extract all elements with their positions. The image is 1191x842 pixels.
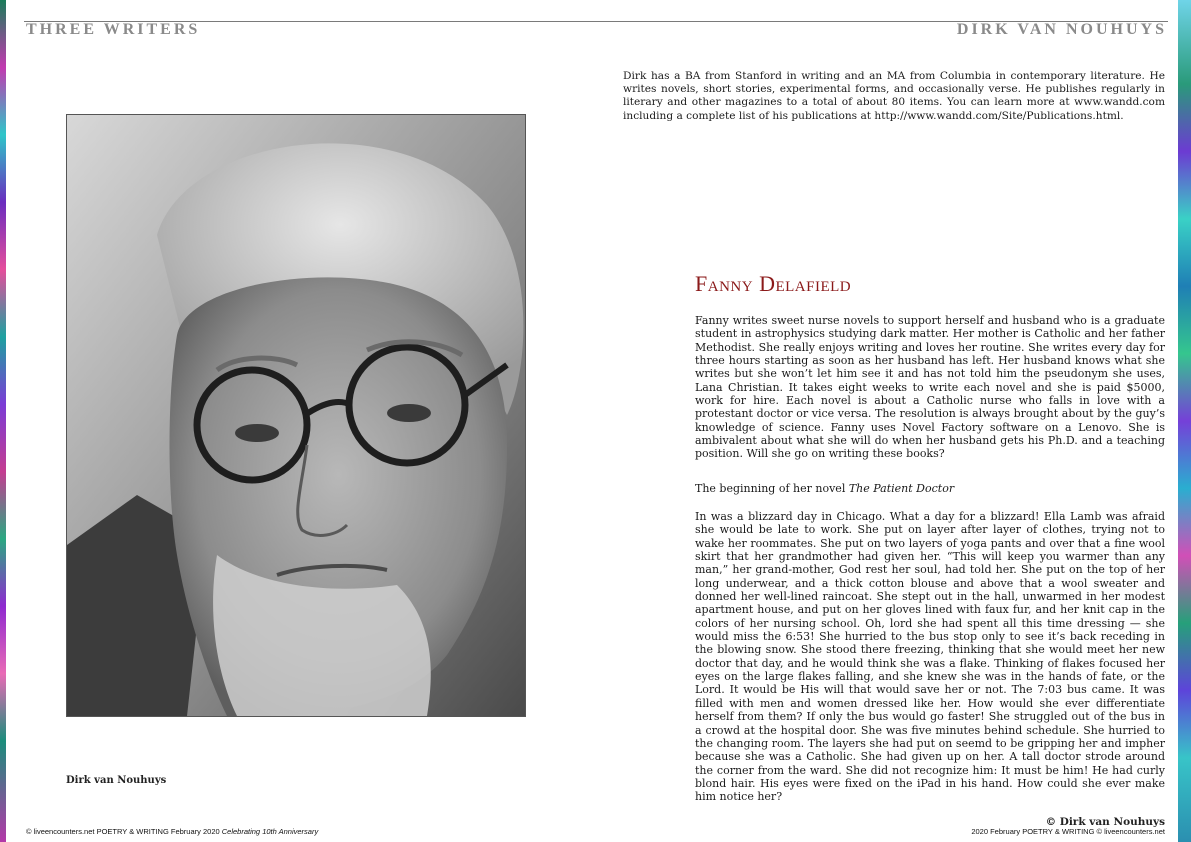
author-bio: Dirk has a BA from Stanford in writing and an MA from Columbia in contemporary literature. He writes novels, short stories, experimental forms, and occasionally verse. He publishes regularly in literary and other magazines to a total of about 80 items. You can learn more at www.wandd.com including a complete list of his publications at http://www.wandd.com/Site/Publications.html.: [623, 70, 1165, 122]
story-title: Fanny Delafield: [695, 271, 852, 296]
author-photo: [66, 114, 526, 717]
novel-title: The Patient Doctor: [848, 482, 955, 495]
decorative-right-edge: [1178, 0, 1191, 842]
story-intro: Fanny writes sweet nurse novels to support herself and husband who is a graduate student in astrophysics studying dark matter. Her mother is Catholic and her father Methodist. She really enjoys writing and loves her routine. She writes every day for three hours starting as soon as her husband has left. Her husband knows what she writes but she won’t let him see it and has not told him the pseudonym she uses, Lana Christian. It takes eight weeks to write each novel and she is paid $5000, work for hire. Each novel is about a Catholic nurse who falls in love with a protestant doctor or vice versa. The resolution is always brought about by the guy’s knowledge of science. Fanny uses Novel Factory software on a Lenovo. She is ambivalent about what she will do when her husband gets his Ph.D. and a teaching position. Will she go on writing these books?: [695, 314, 1165, 461]
author-header: DIRK VAN NOUHUYS: [956, 21, 1167, 38]
footer-left-text: © liveencounters.net POETRY & WRITING February 2020: [26, 827, 222, 836]
author-signature: © Dirk van Nouhuys: [1045, 816, 1165, 828]
decorative-left-edge: [0, 0, 6, 842]
section-header: THREE WRITERS: [26, 21, 201, 38]
beginning-label: The beginning of her novel: [695, 482, 846, 495]
photo-caption: Dirk van Nouhuys: [66, 775, 167, 786]
footer-anniversary: Celebrating 10th Anniversary: [221, 827, 319, 836]
novel-beginning-line: [695, 482, 1165, 495]
footer-left: [26, 827, 318, 836]
footer-right: 2020 February POETRY & WRITING © liveencounters.net: [971, 827, 1165, 836]
novel-excerpt: In was a blizzard day in Chicago. What a day for a blizzard! Ella Lamb was afraid she would be late to work. She put on layer after layer of clothes, trying not to wake her roommates. She put on two layers of yoga pants and over that a fine wool skirt that her grandmother had given her. “This will keep you warmer than any man,” her grand-mother, God rest her soul, had told her. She put on the top of her long underwear, and a thick cotton blouse and above that a wool sweater and donned her well-lined raincoat. She stept out in the hall, unwarmed in her modest apartment house, and put on her gloves lined with faux fur, and her knit cap in the colors of her nursing school. Oh, lord she had spent all this time dressing — she would miss the 6:53! She hurried to the bus stop only to see it’s back receding in the blowing snow. She stood there freezing, thinking that she would meet her new doctor that day, and he would think she was a flake. Thinking of flakes focused her eyes on the large flakes falling, and she knew she was in the hands of fate, or the Lord. It would be His will that would save her or not. The 7:03 bus came. It was filled with men and women dressed like her. How would she ever differentiate herself from them? If only the bus would go faster! She struggled out of the bus in a crowd at the hospital door. She was five minutes behind schedule. She hurried to the changing room. The layers she had put on seemd to be gripping her and impher because she was a Catholic. She had given up on her. A tall doctor strode around the corner from the ward. She did not recognize him: It must be him! He had curly blond hair. His eyes were fixed on the iPad in his hand. How could she ever make him notice her?: [695, 510, 1165, 804]
author-portrait-illustration: [67, 115, 525, 716]
